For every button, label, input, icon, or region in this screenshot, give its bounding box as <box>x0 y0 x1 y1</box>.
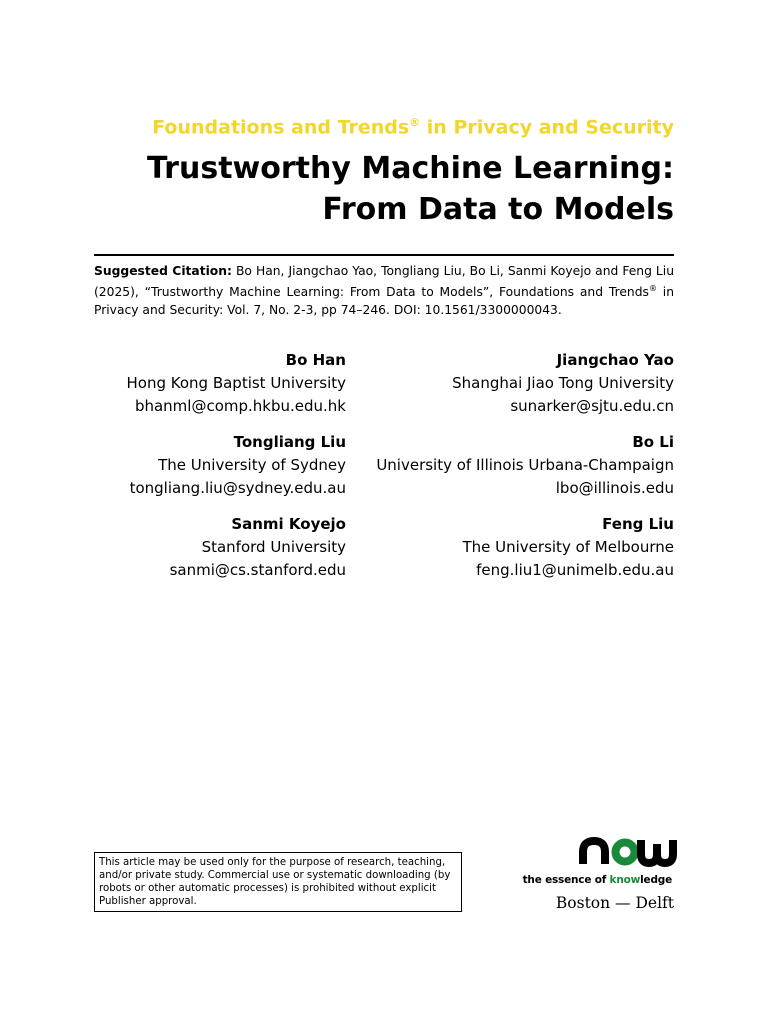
author-affiliation: Stanford University <box>201 538 346 556</box>
author-email: lbo@illinois.edu <box>555 479 674 497</box>
author-block <box>452 349 674 418</box>
author-block <box>462 513 674 582</box>
title-line-2: From Data to Models <box>322 192 674 227</box>
suggested-citation <box>94 262 674 319</box>
author-name: Bo Li <box>632 433 674 451</box>
author-affiliation: University of Illinois Urbana-Champaign <box>376 456 674 474</box>
author-name: Bo Han <box>285 351 346 369</box>
author-affiliation: The University of Melbourne <box>462 538 674 556</box>
author-name: Jiangchao Yao <box>556 351 674 369</box>
citation-text-end: in Privacy and Security: Vol. 7, No. 2-3, pp 74–246. DOI: 10.1561/3300000043. <box>94 285 675 318</box>
author-affiliation: Hong Kong Baptist University <box>126 374 346 392</box>
author-affiliation: Shanghai Jiao Tong University <box>452 374 674 392</box>
author-block <box>130 431 346 500</box>
author-name: Tongliang Liu <box>233 433 346 451</box>
usage-notice: This article may be used only for the purpose of research, teaching, and/or private study. Commercial use or systematic downloading (by robots or other automatic processes) is prohibited without explicit Publisher approval. <box>94 852 462 912</box>
author-name: Feng Liu <box>602 515 674 533</box>
document-title <box>147 148 674 230</box>
tagline-highlight: know <box>609 874 641 886</box>
author-email: bhanml@comp.hkbu.edu.hk <box>134 397 346 415</box>
citation-label: Suggested Citation: <box>94 264 232 278</box>
publisher-location: Boston — Delft <box>555 894 674 912</box>
series-suffix: in Privacy and Security <box>420 116 674 139</box>
author-email: feng.liu1@unimelb.edu.au <box>476 561 674 579</box>
publisher-tagline <box>523 874 672 886</box>
title-line-1: Trustworthy Machine Learning: <box>147 151 674 186</box>
series-title <box>152 116 674 138</box>
registered-mark: ® <box>409 116 421 129</box>
citation-text: Bo Han, Jiangchao Yao, Tongliang Liu, Bo Li, Sanmi Koyejo and Feng Liu (2025), “Trustworthy Machine Learning: From Data to Models”, Foundations and Trends <box>94 264 674 300</box>
author-email: sanmi@cs.stanford.edu <box>169 561 346 579</box>
tagline-text: the essence of <box>522 874 610 886</box>
series-name: Foundations and Trends <box>152 116 410 139</box>
author-email: sunarker@sjtu.edu.cn <box>510 397 674 415</box>
author-block <box>170 513 346 582</box>
author-block <box>127 349 347 418</box>
author-email: tongliang.liu@sydney.edu.au <box>129 479 346 497</box>
tagline-text-end: ledge <box>640 874 672 886</box>
author-name: Sanmi Koyejo <box>231 515 346 533</box>
registered-mark: ® <box>648 284 657 293</box>
title-divider <box>94 254 674 256</box>
author-block <box>376 431 674 500</box>
author-affiliation: The University of Sydney <box>158 456 346 474</box>
